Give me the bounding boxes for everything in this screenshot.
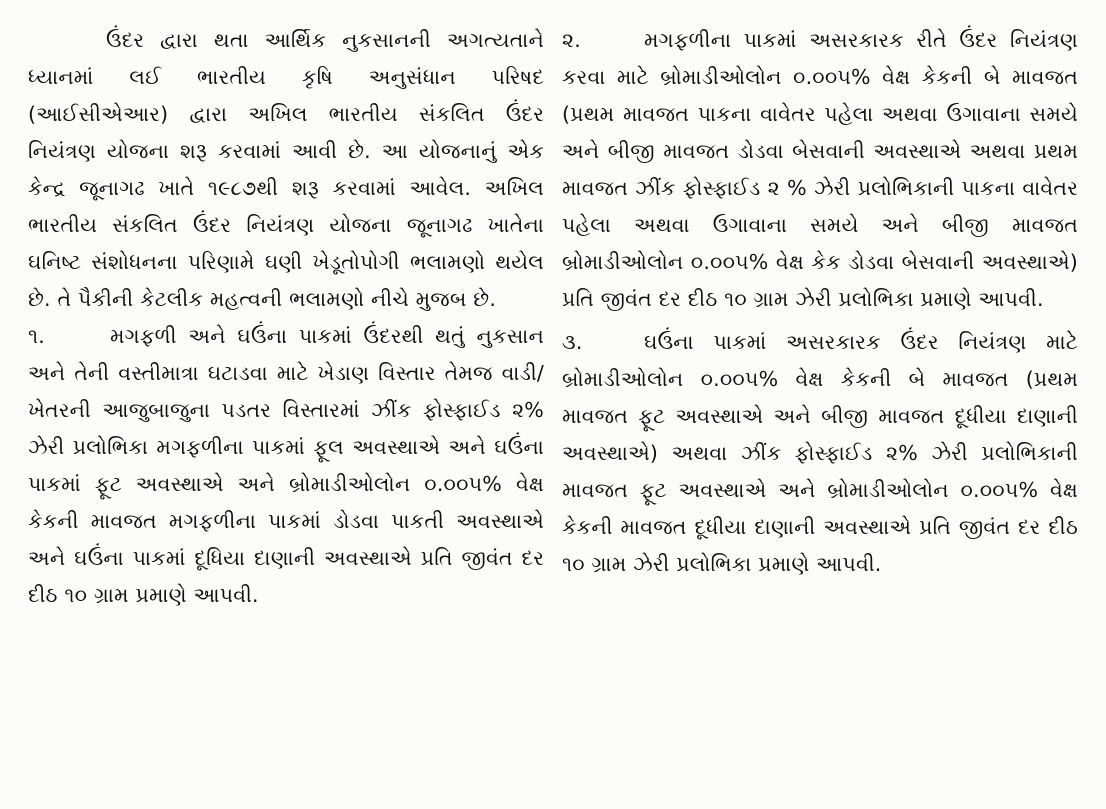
item-number-3: ૩. <box>562 330 583 354</box>
item-text-3: ઘઉંના પાકમાં અસરકારક ઉંદર નિયંત્રણ માટે બ્રોમાડીઓલોન ૦.૦૦૫% વેક્ષ કેકની બે માવજત (પ્રથમ માવજત ફૂટ અવસ્થાએ અને બીજી માવજત દૂધીયા દાણાની અવસ્થાએ) અથવા ઝીંક ફોસ્ફાઈડ ૨% ઝેરી પ્રલોભિકાની માવજત ફૂટ અવસ્થાએ અને બ્રોમાડીઓલોન ૦.૦૦૫% વેક્ષ કેકની માવજત દૂધીયા દાણાની અવસ્થાએ પ્રતિ જીવંત દર દીઠ ૧૦ ગ્રામ ઝેરી પ્રલોભિકા પ્રમાણે આપવી. <box>562 330 1078 576</box>
recommendation-item-1 <box>28 318 544 614</box>
right-column <box>562 22 1078 583</box>
recommendation-item-2 <box>562 22 1078 318</box>
recommendation-item-3 <box>562 324 1078 583</box>
item-text-2: મગફળીના પાકમાં અસરકારક રીતે ઉંદર નિયંત્રણ કરવા માટે બ્રોમાડીઓલોન ૦.૦૦૫% વેક્ષ કેકની બે માવજત (પ્રથમ માવજત પાકના વાવેતર પહેલા અથવા ઉગાવાના સમયે અને બીજી માવજત ડોડવા બેસવાની અવસ્થાએ અથવા પ્રથમ માવજત ઝીંક ફોસ્ફાઈડ ૨ % ઝેરી પ્રલોભિકાની પાકના વાવેતર પહેલા અથવા ઉગાવાના સમયે અને બીજી માવજત બ્રોમાડીઓલોન ૦.૦૦૫% વેક્ષ કેક ડોડવા બેસવાની અવસ્થાએ) પ્રતિ જીવંત દર દીઠ ૧૦ ગ્રામ ઝેરી પ્રલોભિકા પ્રમાણે આપવી. <box>562 28 1078 311</box>
left-column <box>28 22 544 614</box>
item-text-1: મગફળી અને ઘઉંના પાકમાં ઉંદરથી થતું નુકસાન અને તેની વસ્તીમાત્રા ઘટાડવા માટે ખેડાણ વિસ્તાર તેમજ વાડી/ખેતરની આજુબાજુના પડતર વિસ્તારમાં ઝીંક ફોસ્ફાઈડ ૨% ઝેરી પ્રલોભિકા મગફળીના પાકમાં ફૂલ અવસ્થાએ અને ઘઉંના પાકમાં ફૂટ અવસ્થાએ અને બ્રોમાડીઓલોન ૦.૦૦૫% વેક્ષ કેકની માવજત મગફળીના પાકમાં ડોડવા પાકતી અવસ્થાએ અને ઘઉંના પાકમાં દૂધિયા દાણાની અવસ્થાએ પ્રતિ જીવંત દર દીઠ ૧૦ ગ્રામ પ્રમાણે આપવી. <box>28 324 544 607</box>
item-number-1: ૧. <box>28 324 45 348</box>
intro-paragraph: ઉંદર દ્વારા થતા આર્થિક નુકસાનની અગત્યતાને ધ્યાનમાં લઈ ભારતીય કૃષિ અનુસંધાન પરિષદ (આઈસીએઆર) દ્વારા અખિલ ભારતીય સંકલિત ઉંદર નિયંત્રણ યોજના શરૂ કરવામાં આવી છે. આ યોજનાનું એક કેન્દ્ર જૂનાગઢ ખાતે ૧૯૮૭થી શરૂ કરવામાં આવેલ. અખિલ ભારતીય સંકલિત ઉંદર નિયંત્રણ યોજના જૂનાગઢ ખાતેના ઘનિષ્ટ સંશોધનના પરિણામે ઘણી ખેડૂતોપોગી ભલામણો થયેલ છે. તે પૈકીની કેટલીક મહત્વની ભલામણો નીચે મુજબ છે. <box>28 28 544 311</box>
item-number-2: ૨. <box>562 28 581 52</box>
